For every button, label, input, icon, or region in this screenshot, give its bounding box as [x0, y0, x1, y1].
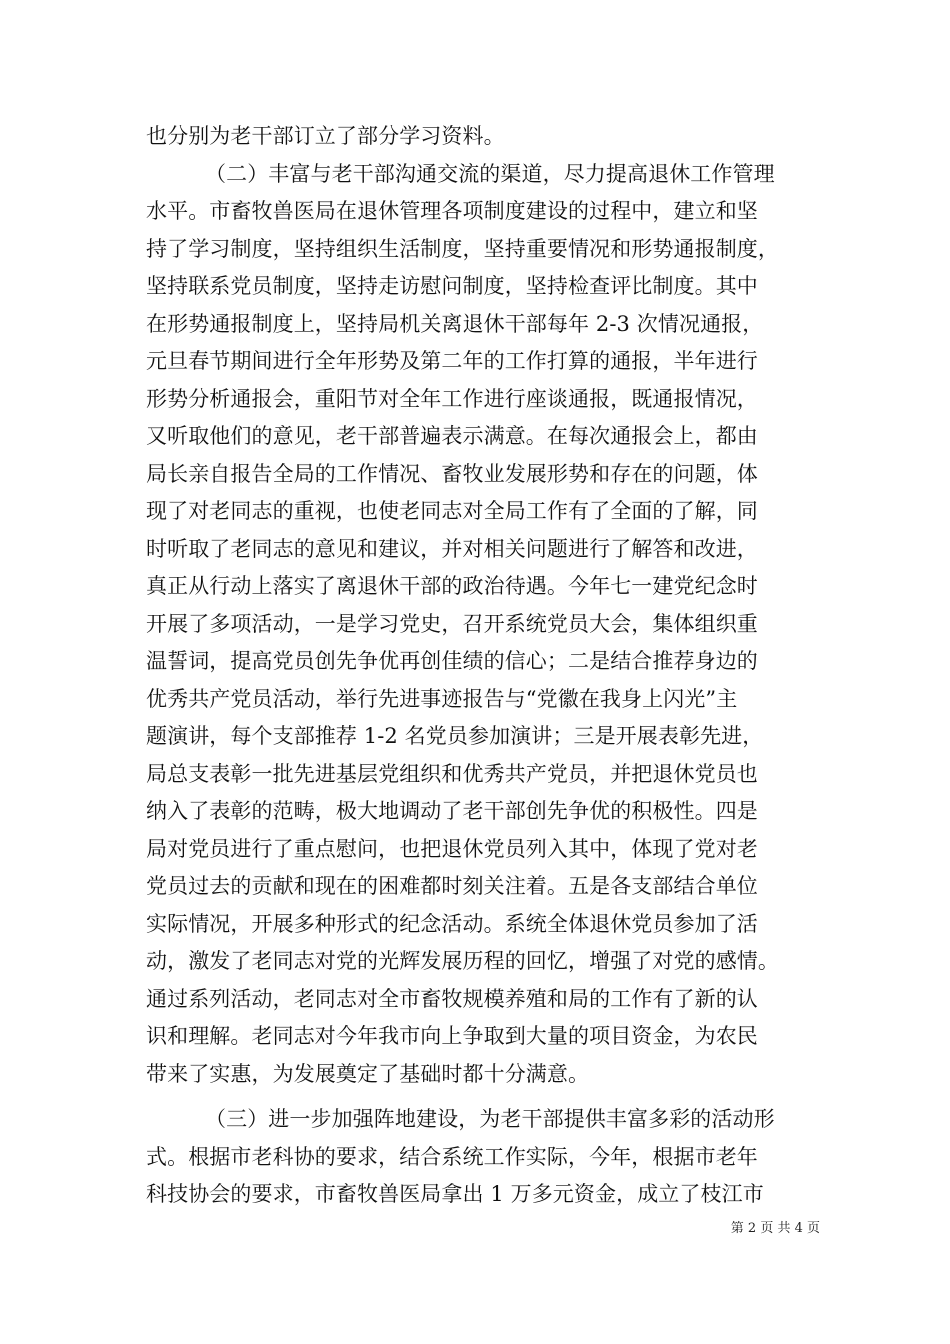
- text-line: （三）进一步加强阵地建设，为老干部提供丰富多彩的活动形: [205, 1107, 775, 1131]
- text-line: 式。根据市老科协的要求，结合系统工作实际，今年，根据市老年: [146, 1145, 758, 1169]
- text-line: 带来了实惠，为发展奠定了基础时都十分满意。: [146, 1062, 590, 1086]
- text-line: 坚持联系党员制度，坚持走访慰问制度，坚持检查评比制度。其中: [146, 274, 758, 298]
- text-line: （二）丰富与老干部沟通交流的渠道，尽力提高退休工作管理: [205, 162, 775, 186]
- text-line: 时听取了老同志的意见和建议，并对相关问题进行了解答和改进，: [146, 537, 758, 561]
- text-line: 又听取他们的意见，老干部普遍表示满意。在每次通报会上，都由: [146, 424, 758, 448]
- text-line: 局总支表彰一批先进基层党组织和优秀共产党员，并把退休党员也: [146, 762, 758, 786]
- text-line: 优秀共产党员活动，举行先进事迹报告与“党徽在我身上闪光”主: [146, 687, 738, 711]
- text-line: 温誓词，提高党员创先争优再创佳绩的信心；二是结合推荐身边的: [146, 649, 758, 673]
- text-line: 持了学习制度，坚持组织生活制度，坚持重要情况和形势通报制度，: [146, 237, 779, 261]
- text-line: 通过系列活动，老同志对全市畜牧规模养殖和局的工作有了新的认: [146, 987, 758, 1011]
- text-line: 识和理解。老同志对今年我市向上争取到大量的项目资金，为农民: [146, 1024, 758, 1048]
- text-line: 也分别为老干部订立了部分学习资料。: [146, 124, 505, 148]
- text-line: 形势分析通报会，重阳节对全年工作进行座谈通报，既通报情况，: [146, 387, 758, 411]
- text-line: 实际情况，开展多种形式的纪念活动。系统全体退休党员参加了活: [146, 912, 758, 936]
- page-number: 第 2 页 共 4 页: [730, 1221, 820, 1236]
- text-line: 科技协会的要求，市畜牧兽医局拿出 1 万多元资金，成立了枝江市: [146, 1182, 764, 1206]
- text-line: 局长亲自报告全局的工作情况、畜牧业发展形势和存在的问题，体: [146, 462, 758, 486]
- text-line: 水平。市畜牧兽医局在退休管理各项制度建设的过程中，建立和坚: [146, 199, 758, 223]
- text-line: 局对党员进行了重点慰问，也把退休党员列入其中，体现了党对老: [146, 837, 758, 861]
- text-line: 现了对老同志的重视，也使老同志对全局工作有了全面的了解，同: [146, 499, 758, 523]
- text-line: 纳入了表彰的范畴，极大地调动了老干部创先争优的积极性。四是: [146, 799, 758, 823]
- text-line: 真正从行动上落实了离退休干部的政治待遇。今年七一建党纪念时: [146, 574, 758, 598]
- text-line: 题演讲，每个支部推荐 1-2 名党员参加演讲；三是开展表彰先进，: [146, 724, 764, 748]
- text-line: 在形势通报制度上，坚持局机关离退休干部每年 2-3 次情况通报，: [146, 312, 764, 336]
- text-line: 开展了多项活动，一是学习党史，召开系统党员大会，集体组织重: [146, 612, 758, 636]
- text-line: 党员过去的贡献和现在的困难都时刻关注着。五是各支部结合单位: [146, 874, 758, 898]
- text-line: 动，激发了老同志对党的光辉发展历程的回忆，增强了对党的感情。: [146, 949, 779, 973]
- text-line: 元旦春节期间进行全年形势及第二年的工作打算的通报，半年进行: [146, 349, 758, 373]
